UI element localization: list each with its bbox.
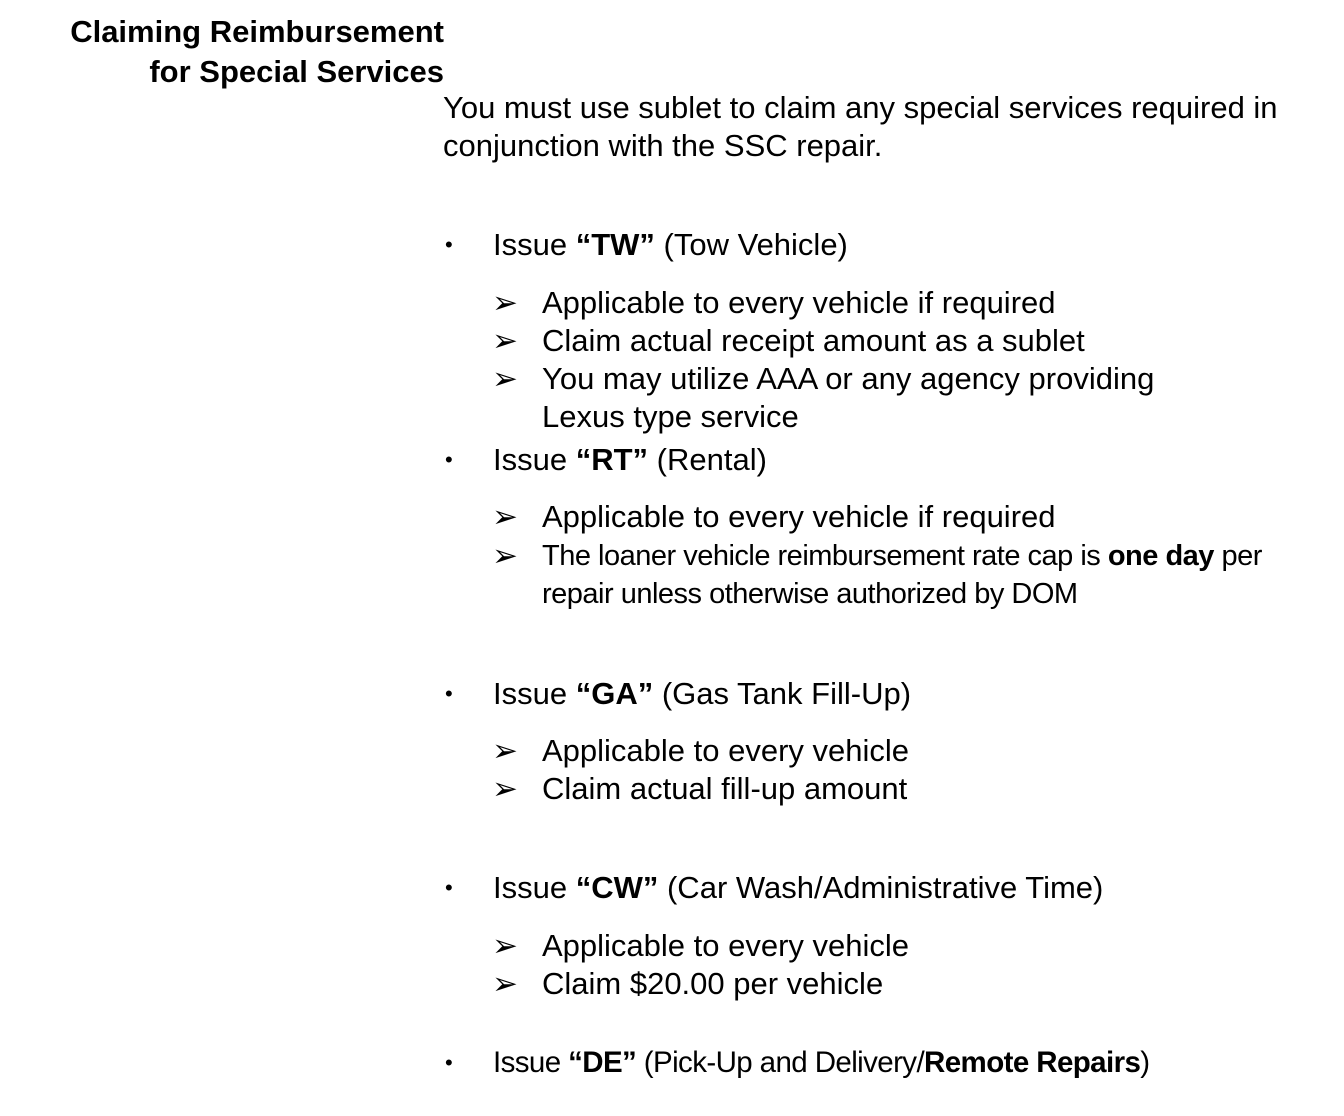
bullet-icon: • [445, 447, 453, 472]
arrow-icon: ➢ [492, 928, 518, 963]
arrow-icon: ➢ [492, 285, 518, 320]
arrow-icon: ➢ [492, 771, 518, 806]
issue-de-label: Issue “DE” (Pick-Up and Delivery/Remote Repairs) [493, 1046, 1150, 1079]
bullet-icon: • [445, 681, 453, 706]
arrow-icon: ➢ [492, 966, 518, 1001]
issue-code: “TW” [575, 227, 655, 262]
arrow-icon: ➢ [492, 538, 518, 573]
arrow-icon: ➢ [492, 733, 518, 768]
issue-code: “DE” [568, 1046, 637, 1079]
issue-ga-label: Issue “GA” (Gas Tank Fill-Up) [493, 676, 912, 711]
issue-rt-label: Issue “RT” (Rental) [493, 442, 767, 477]
issue-tw-label: Issue “TW” (Tow Vehicle) [493, 227, 848, 262]
heading-line-2: for Special Services [149, 54, 444, 89]
issue-code: “RT” [575, 442, 649, 477]
bullet-icon: • [445, 875, 453, 900]
arrow-icon: ➢ [492, 499, 518, 534]
section-heading [20, 12, 444, 92]
arrow-icon: ➢ [492, 323, 518, 358]
arrow-icon: ➢ [492, 361, 518, 396]
issue-code: “CW” [575, 870, 659, 905]
issue-code: “GA” [575, 676, 654, 711]
heading-line-1: Claiming Reimbursement [70, 14, 444, 49]
intro-paragraph: You must use sublet to claim any special services required in conjunction with the SSC repair. [443, 90, 1278, 163]
issue-cw-label: Issue “CW” (Car Wash/Administrative Time) [493, 870, 1104, 905]
loaner-cap-emphasis: one day [1107, 540, 1214, 572]
bullet-icon: • [445, 232, 453, 257]
bullet-icon: • [445, 1050, 453, 1075]
